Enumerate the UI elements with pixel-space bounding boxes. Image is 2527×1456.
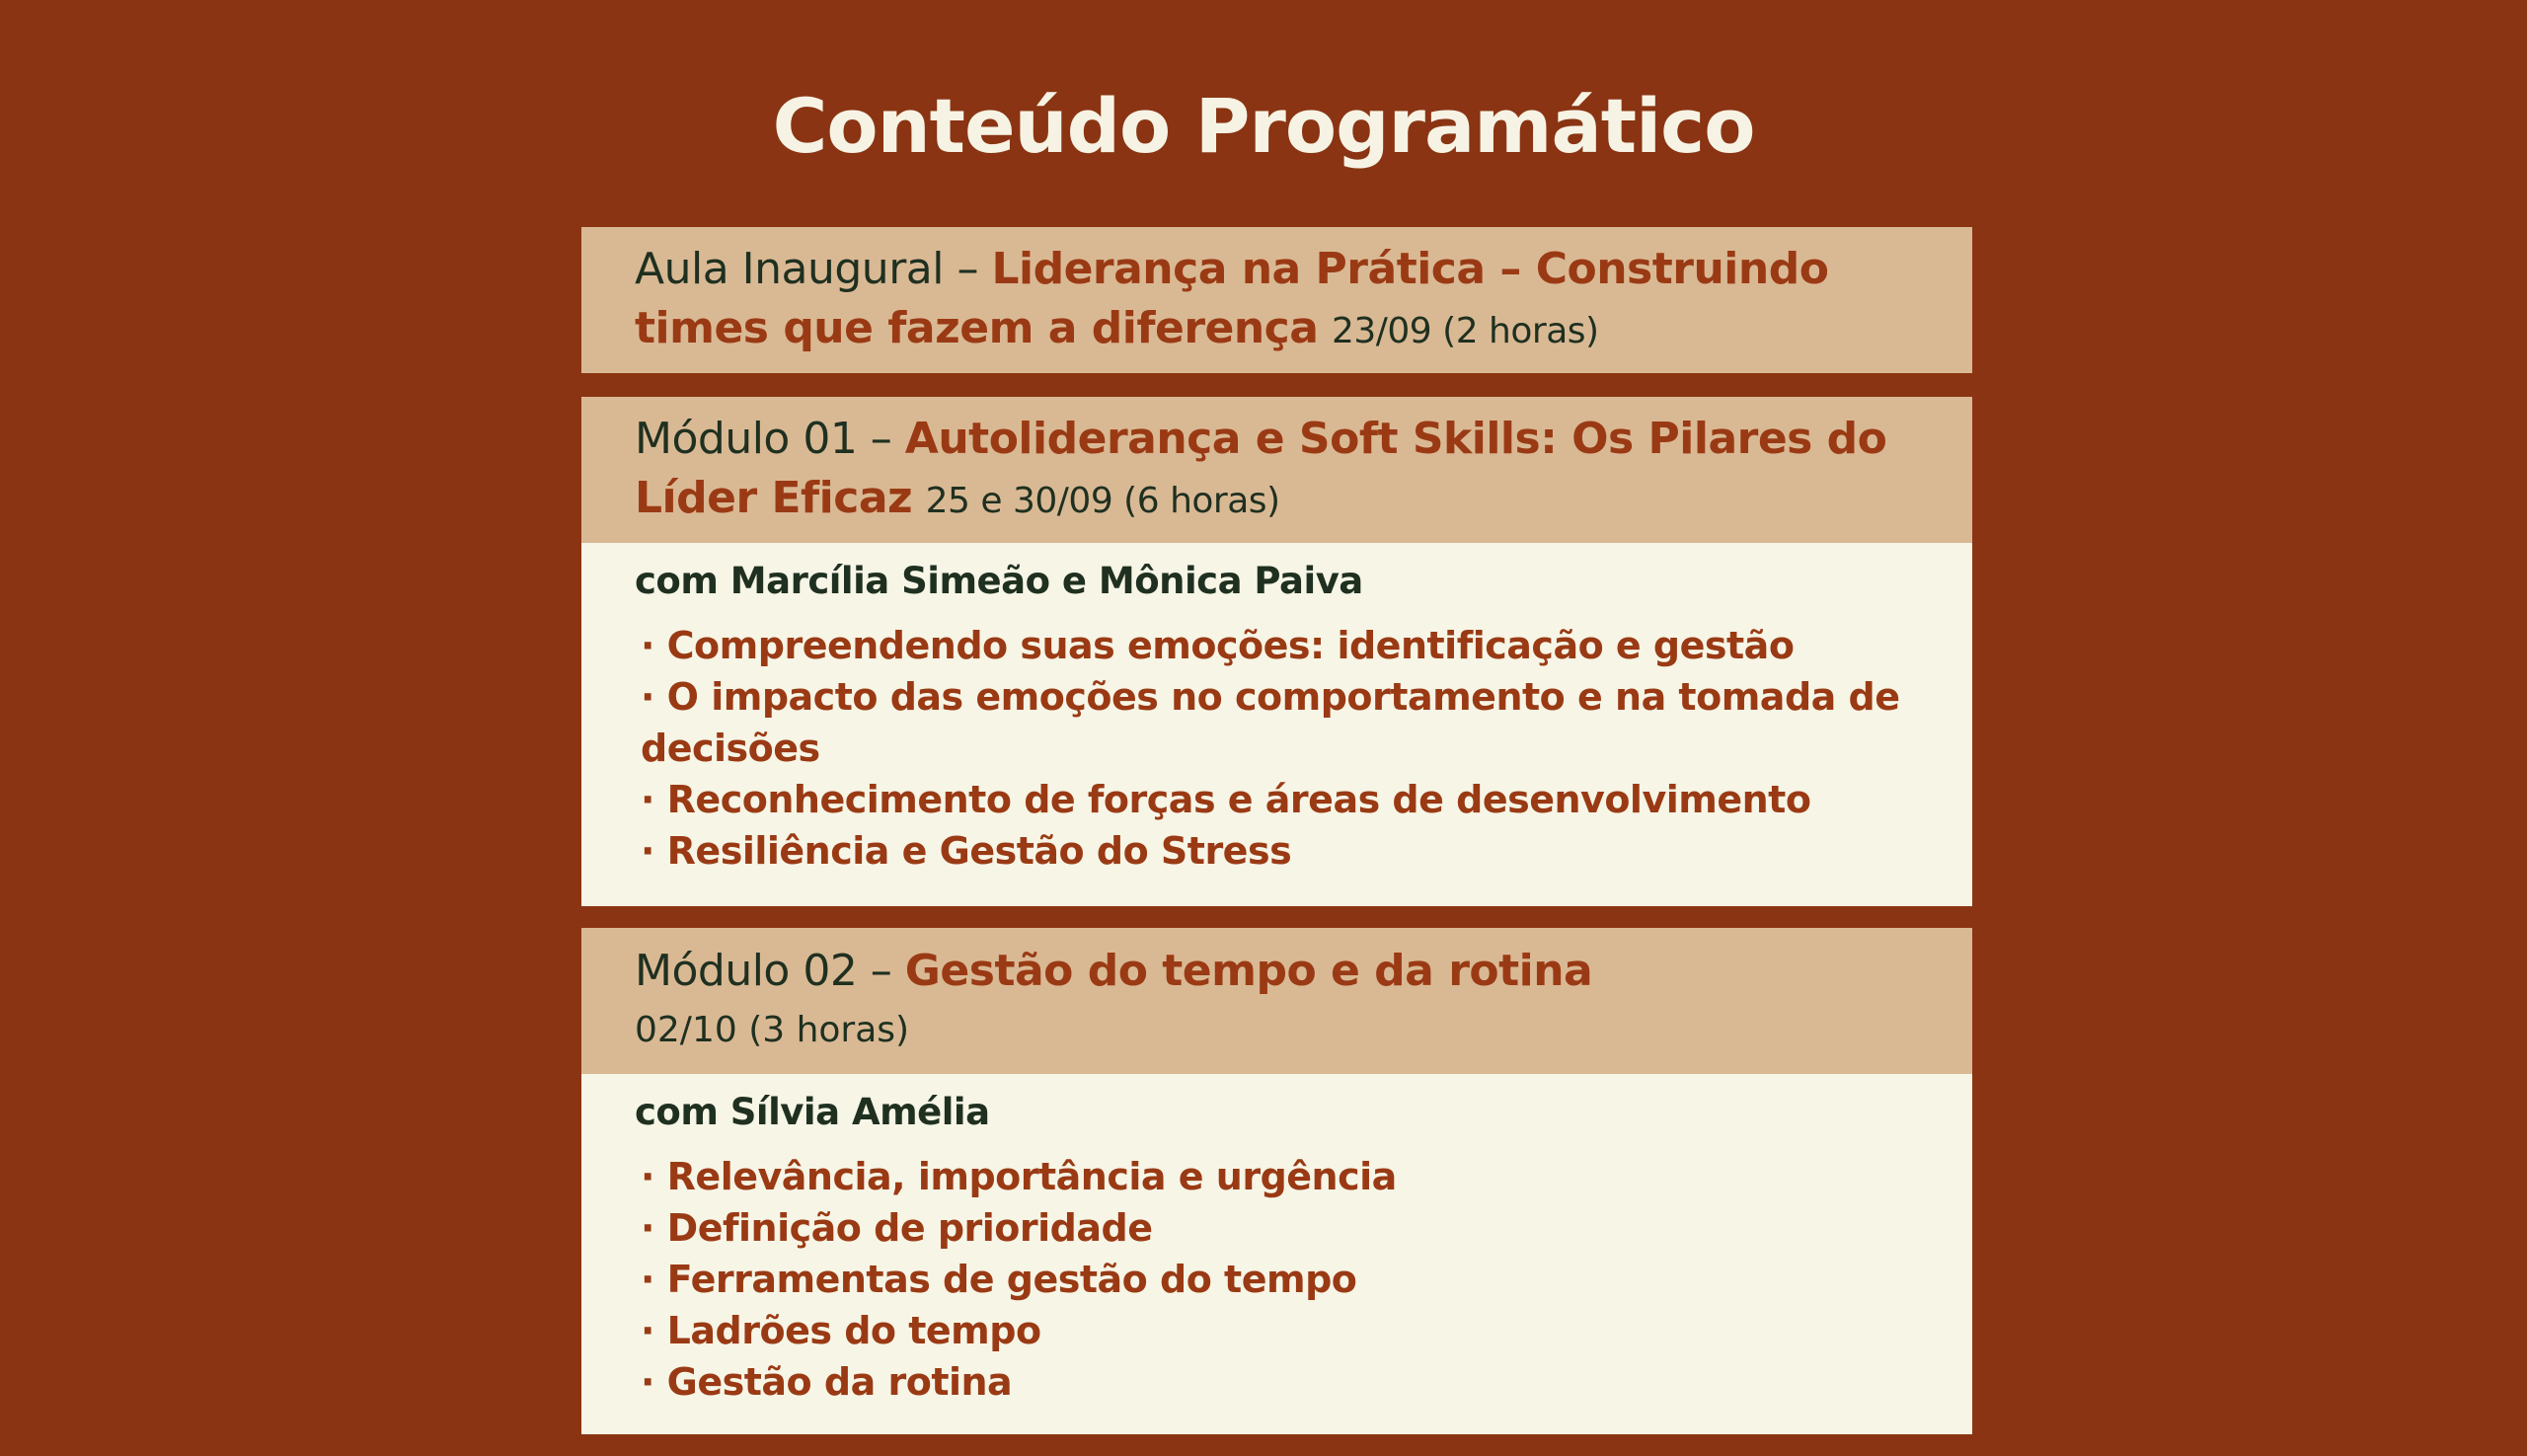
modulo-01-title-line1 xyxy=(635,410,1919,469)
modulo-01-topic-line1: Autoliderança e Soft Skills: Os Pilares do xyxy=(904,413,1887,464)
list-item: · Definição de prioridade xyxy=(641,1202,1913,1254)
modulo-01-topics-list xyxy=(635,620,1913,877)
modulo-02-topics-list xyxy=(635,1151,1913,1408)
aula-inaugural-title-line2 xyxy=(635,299,1919,361)
list-item: · Relevância, importância e urgência xyxy=(641,1151,1913,1202)
page-title: Conteúdo Programático xyxy=(772,82,1755,170)
modulo-01-instructor: com Marcília Simeão e Mônica Paiva xyxy=(635,560,1363,602)
modulo-01-prefix: Módulo 01 – xyxy=(635,413,905,464)
list-item: · Ferramentas de gestão do tempo xyxy=(641,1254,1913,1305)
list-item: · Gestão da rotina xyxy=(641,1356,1913,1408)
list-item: · Reconhecimento de forças e áreas de desenvolvimento xyxy=(641,774,1913,825)
aula-inaugural-card xyxy=(581,227,1972,373)
list-item: · O impacto das emoções no comportamento e na tomada de decisões xyxy=(641,671,1913,774)
modulo-02-header xyxy=(581,928,1972,1074)
modulo-01-title-line2 xyxy=(635,469,1919,531)
modulo-02-instructor: com Sílvia Amélia xyxy=(635,1091,990,1133)
modulo-01-header xyxy=(581,397,1972,543)
modulo-02-date: 02/10 (3 horas) xyxy=(635,1010,910,1050)
aula-inaugural-topic-line2: times que fazem a diferença xyxy=(635,302,1319,353)
modulo-02-card xyxy=(581,928,1972,1434)
list-item: · Compreendendo suas emoções: identificação e gestão xyxy=(641,620,1913,671)
aula-inaugural-title-line1 xyxy=(635,240,1919,299)
modulo-02-body xyxy=(581,1074,1972,1434)
modulo-01-card xyxy=(581,397,1972,906)
aula-inaugural-header xyxy=(581,227,1972,373)
modulo-01-topic-line2: Líder Eficaz xyxy=(635,472,913,523)
modulo-01-body xyxy=(581,543,1972,906)
list-item: · Resiliência e Gestão do Stress xyxy=(641,825,1913,877)
modulo-01-date: 25 e 30/09 (6 horas) xyxy=(925,480,1280,521)
aula-inaugural-prefix: Aula Inaugural – xyxy=(635,243,992,294)
modulo-02-topic: Gestão do tempo e da rotina xyxy=(904,946,1593,996)
modulo-02-prefix: Módulo 02 – xyxy=(635,946,905,996)
modulo-02-title-line1 xyxy=(635,942,1919,1001)
list-item: · Ladrões do tempo xyxy=(641,1305,1913,1356)
aula-inaugural-date: 23/09 (2 horas) xyxy=(1331,310,1599,351)
aula-inaugural-topic-line1: Liderança na Prática – Construindo xyxy=(991,243,1829,294)
